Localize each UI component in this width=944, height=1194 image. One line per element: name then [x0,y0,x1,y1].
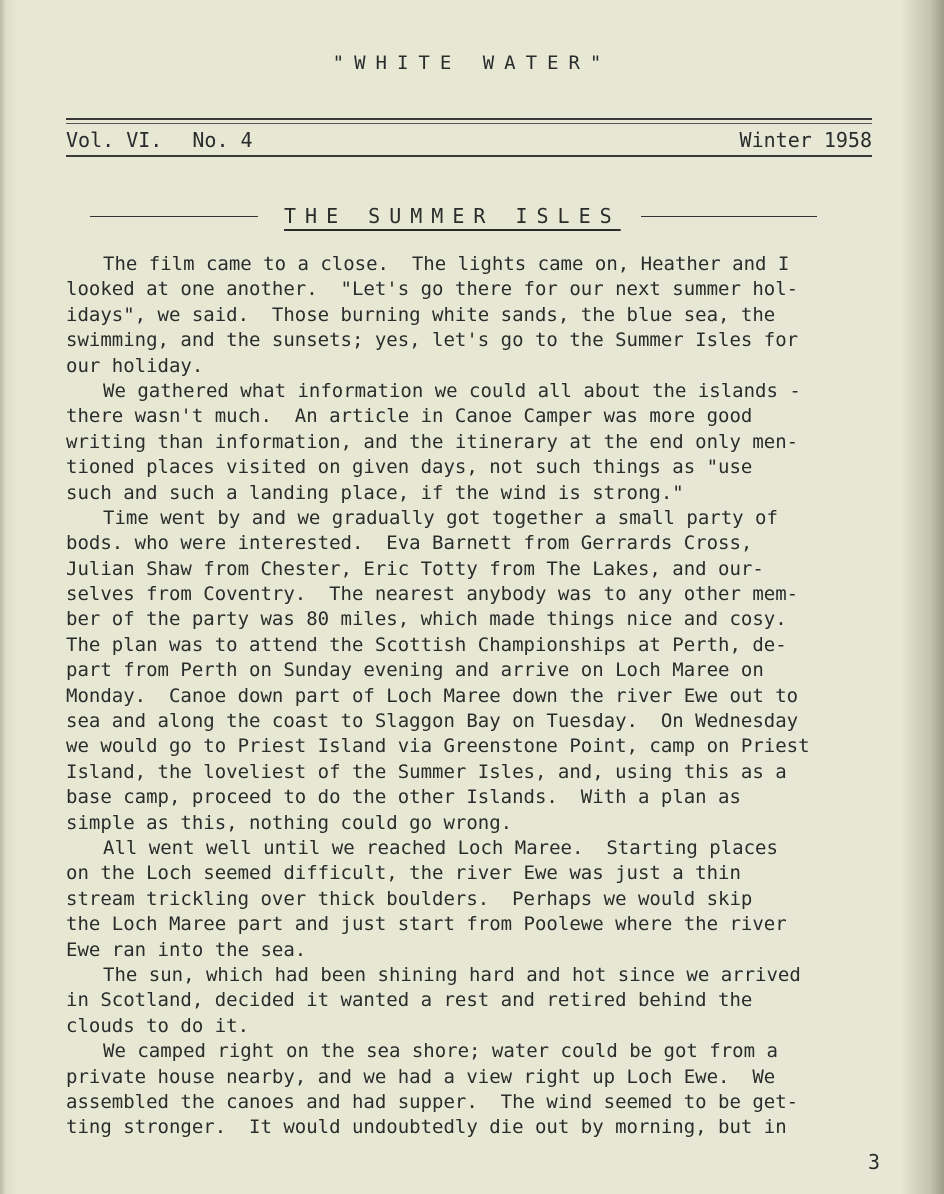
issue-volume-number [66,128,271,152]
article-line: bods. who were interested. Eva Barnett from Gerrards Cross, [66,532,753,555]
article-body [66,252,896,1141]
article-line: sea and along the coast to Slaggon Bay on Tuesday. On Wednesday [66,710,799,733]
heading-dash-left [90,216,258,217]
article-line: ber of the party was 80 miles, which made things nice and cosy. [66,608,787,631]
article-line: idays", we said. Those burning white sands, the blue sea, the [66,303,776,326]
article-line: tioned places visited on given days, not such things as "use [66,456,753,479]
article-line: swimming, and the sunsets; yes, let's go to the Summer Isles for [66,329,799,352]
article-line: selves from Coventry. The nearest anybody was to any other mem- [66,583,799,606]
article-line: Time went by and we gradually got together a small party of [103,506,778,529]
article-line: part from Perth on Sunday evening and arrive on Loch Maree on [66,659,764,682]
article-line: there wasn't much. An article in Canoe Camper was more good [66,405,753,428]
article-line: the Loch Maree part and just start from Poolewe where the river [66,913,787,936]
article-line: in Scotland, decided it wanted a rest and retired behind the [66,989,753,1012]
article-line: The sun, which had been shining hard and hot since we arrived [103,963,801,986]
article-line: Julian Shaw from Chester, Eric Totty from The Lakes, and our- [66,557,764,580]
top-rule [66,118,872,120]
article-line: Monday. Canoe down part of Loch Maree down the river Ewe out to [66,684,799,707]
article-line: We camped right on the sea shore; water could be got from a [103,1040,778,1063]
top-rule-inner [66,123,872,124]
issue-line [66,128,872,152]
article-line: The film came to a close. The lights came on, Heather and I [103,253,790,275]
issue-volume: Vol. VI. [66,128,163,152]
article-line: such and such a landing place, if the wind is strong." [66,481,684,504]
binding-edge [0,0,6,1194]
article-line: looked at one another. "Let's go there for our next summer hol- [66,278,799,301]
article-line: private house nearby, and we had a view right up Loch Ewe. We [66,1065,776,1088]
article-heading [90,204,892,228]
article-line: writing than information, and the itinerary at the end only men- [66,430,799,453]
article-line: clouds to do it. [66,1014,250,1037]
page-shadow [900,0,944,1194]
article-line: assembled the canoes and had supper. The wind seemed to be get- [66,1090,799,1113]
article-line: base camp, proceed to do the other Islands. With a plan as [66,786,741,809]
issue-number: No. 4 [192,128,253,152]
issue-season: Winter 1958 [739,128,872,152]
masthead-title: "WHITE WATER" [332,52,612,74]
article-line: The plan was to attend the Scottish Championships at Perth, de- [66,633,787,656]
article-line: our holiday. [66,354,204,377]
article-line: Island, the loveliest of the Summer Isles, and, using this as a [66,760,787,783]
article-line: Ewe ran into the sea. [66,938,307,961]
article-line: simple as this, nothing could go wrong. [66,811,513,834]
heading-dash-right [641,216,817,217]
article-line: We gathered what information we could all about the islands - [103,379,801,402]
article-title: THE SUMMER ISLES [284,204,621,228]
article-line: All went well until we reached Loch Maree. Starting places [103,836,778,859]
article-line: stream trickling over thick boulders. Perhaps we would skip [66,887,753,910]
article-line: on the Loch seemed difficult, the river Ewe was just a thin [66,862,741,885]
article-line: ting stronger. It would undoubtedly die out by morning, but in [66,1116,787,1139]
page-number: 3 [867,1150,880,1174]
article-line: we would go to Priest Island via Greenstone Point, camp on Priest [66,735,810,758]
bottom-rule [66,155,872,157]
